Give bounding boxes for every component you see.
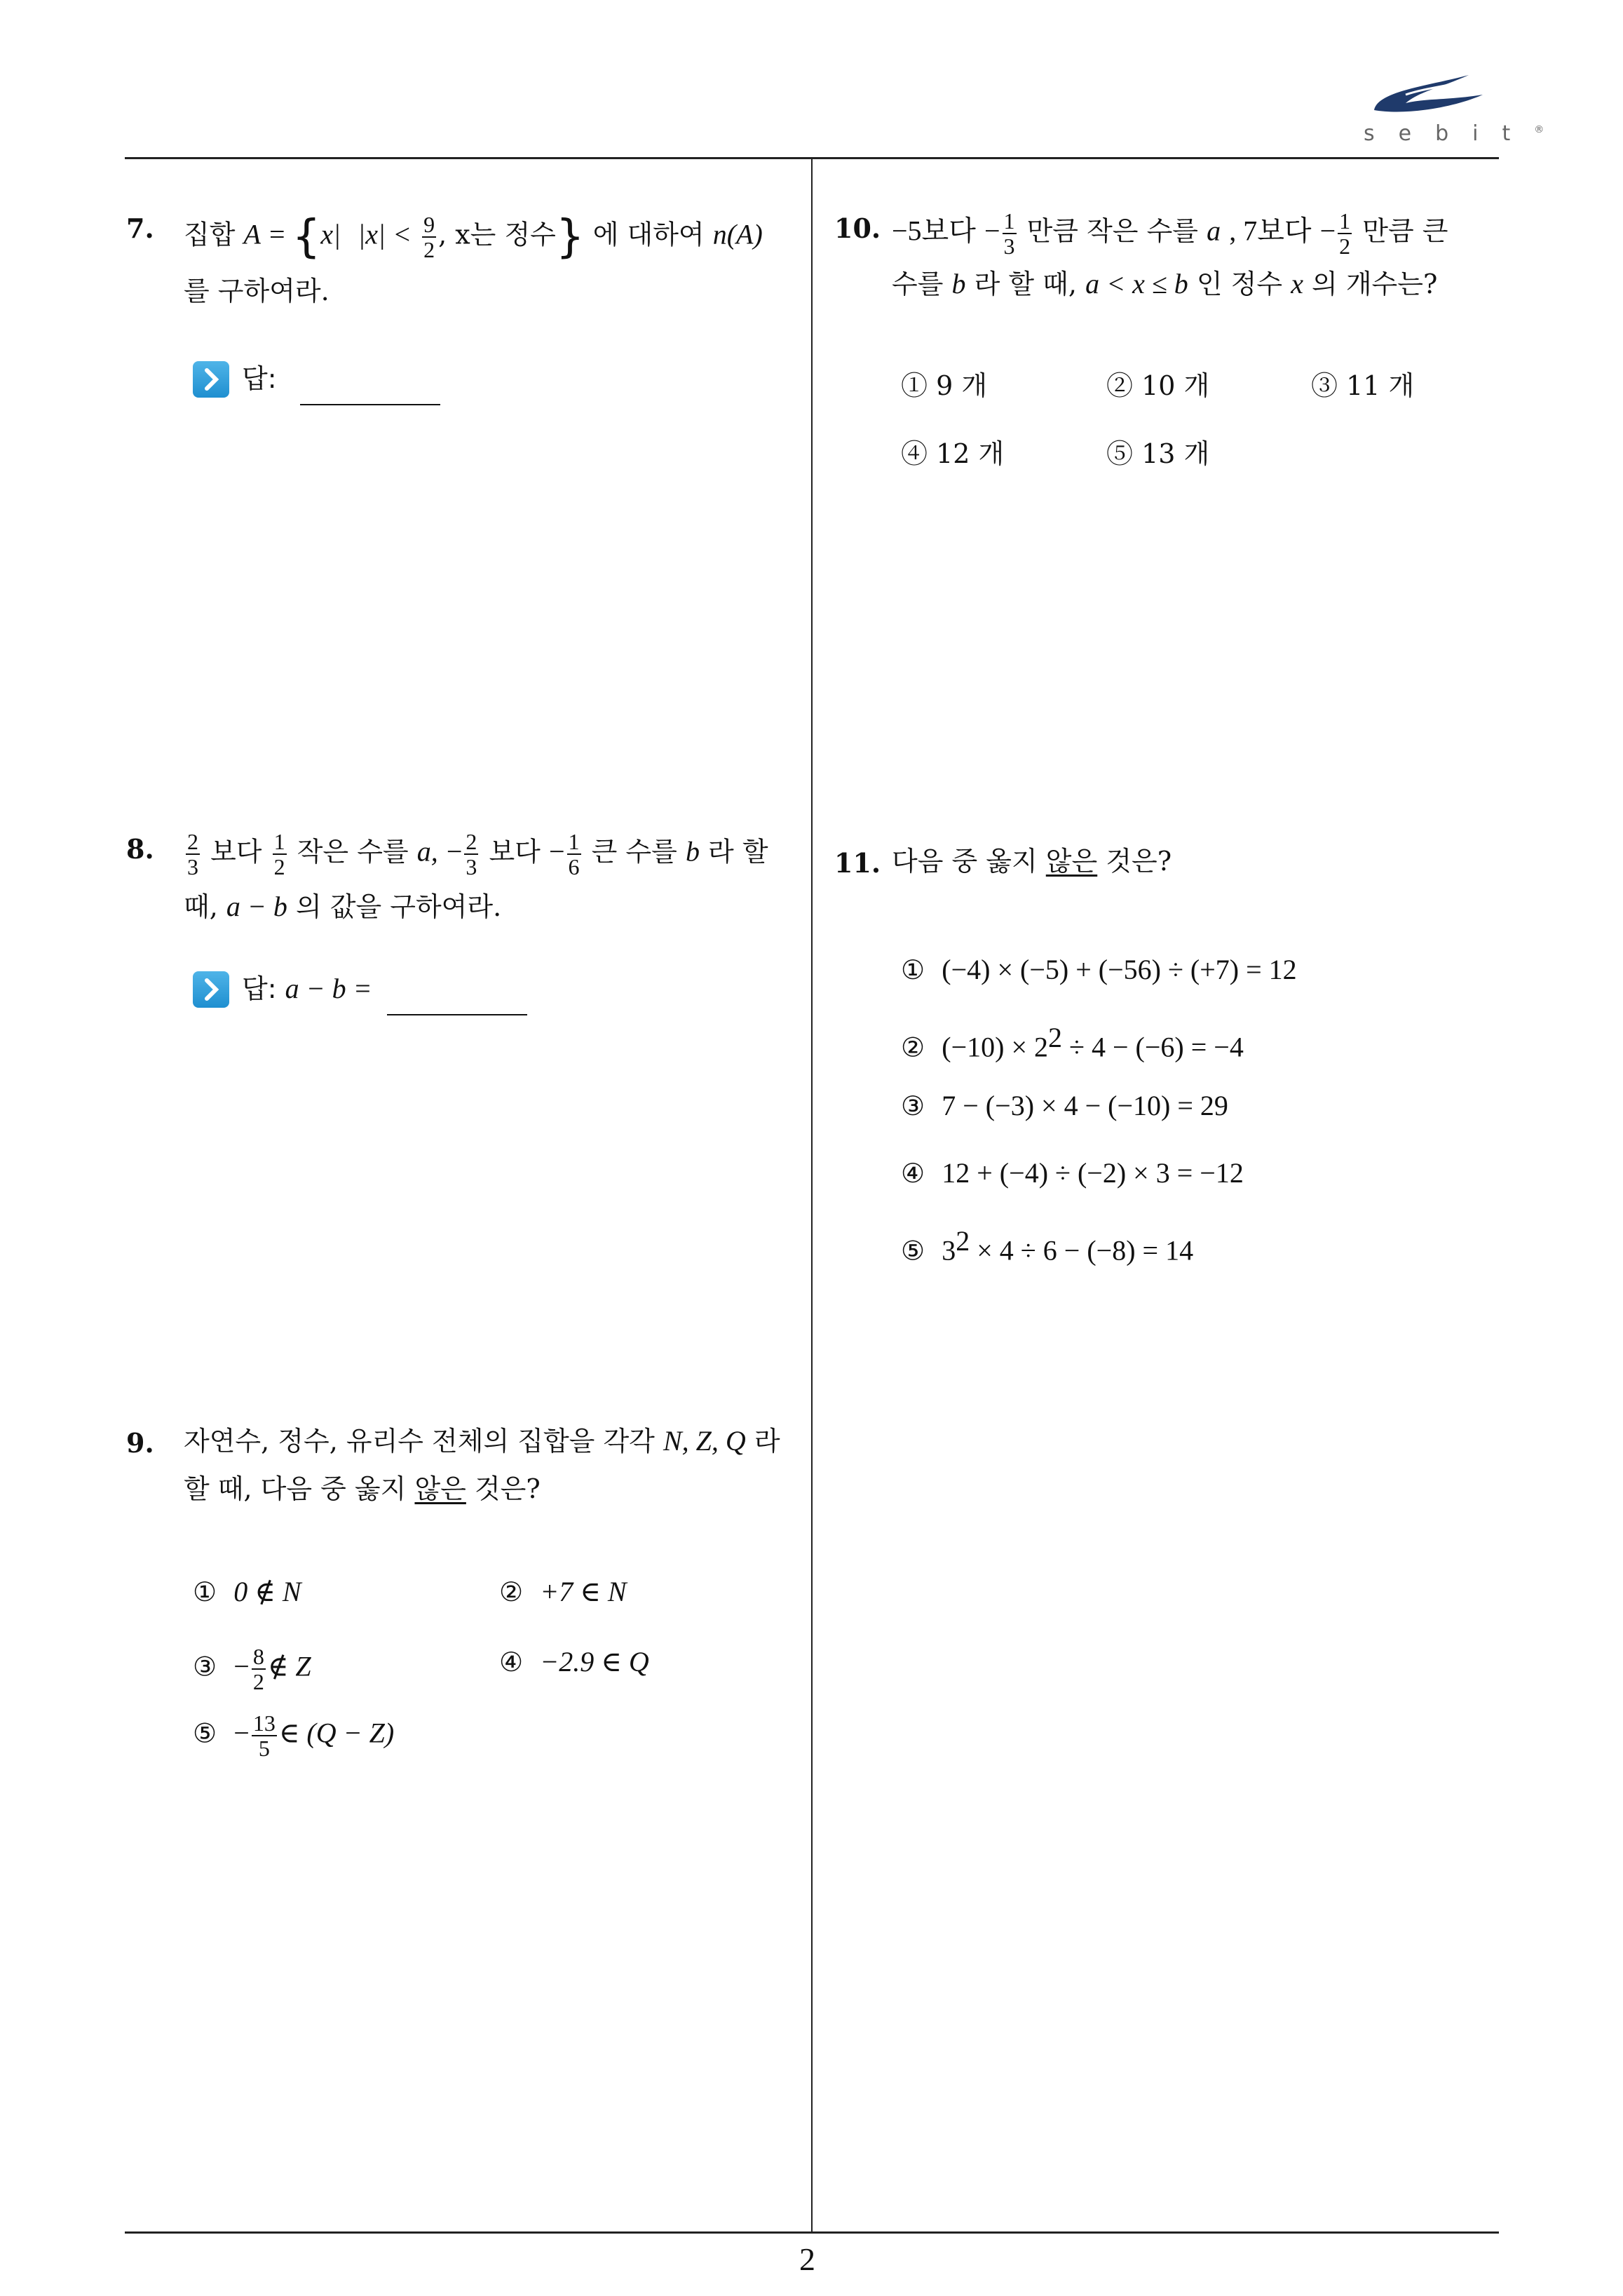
q8-answer-label: 답: a − b = — [242, 973, 372, 1004]
q11-choice-4[interactable]: ④ 12 + (−4) ÷ (−2) × 3 = −12 — [901, 1157, 1244, 1189]
question-10-line1: −5보다 − $\frac{1}{3}$ 만큼 작은 수를 a , 7보다 − $\frac{1}{2}$ 만큼 큰 — [892, 208, 1448, 259]
question-7-number: 7. — [126, 212, 154, 244]
q9-choice-3[interactable]: ③ − $\frac{8}{2}$ ∉ Z — [193, 1644, 311, 1694]
question-10-line2: 수를 b 라 할 때, a < x ≤ b 인 정수 x 의 개수는? — [892, 268, 1438, 299]
q9-choice-4[interactable]: ④ −2.9 ∈ Q — [499, 1646, 649, 1677]
question-9-number: 9. — [126, 1427, 154, 1459]
q7-answer-arrow-icon — [193, 361, 229, 398]
q9-choice-5[interactable]: ⑤ − $\frac{13}{5}$ ∈ (Q − Z) — [193, 1710, 395, 1761]
q10-choice-1[interactable]: ① 9 개 — [901, 370, 988, 401]
column-divider — [811, 158, 813, 2233]
q10-choice-4[interactable]: ④ 12 개 — [901, 438, 1005, 469]
sebit-logo — [1364, 67, 1544, 151]
q11-choice-3[interactable]: ③ 7 − (−3) × 4 − (−10) = 29 — [901, 1090, 1228, 1121]
question-11-line1: 다음 중 옳지 않은 것은? — [892, 846, 1172, 877]
q11-choice-1[interactable]: ① (−4) × (−5) + (−56) ÷ (+7) = 12 — [901, 954, 1297, 985]
logo-text: sebit® — [1364, 121, 1544, 146]
q7-answer-blank[interactable] — [300, 404, 440, 405]
q9-choice-1[interactable]: ① 0 ∉ N — [193, 1576, 301, 1607]
q8-answer-blank[interactable] — [387, 1014, 527, 1015]
q10-choice-2[interactable]: ② 10 개 — [1106, 370, 1210, 401]
question-8-line2: 때, a − b 의 값을 구하여라. — [184, 891, 502, 922]
footer-rule — [125, 2231, 1499, 2234]
q7-answer-label: 답: — [242, 363, 277, 394]
question-8-line1: $\frac{2}{3}$ 보다 $\frac{1}{2}$ 작은 수를 a, − $\frac{2}{3}$ 보다 − $\frac{1}{6}$ 큰 수를 b 라 할 — [187, 829, 768, 879]
question-7-line1: 집합 A = {x| |x| < $\frac{9}{2}$ , x는 정수} 에 대하여 n(A) — [184, 211, 763, 263]
question-8-number: 8. — [126, 833, 154, 865]
q7-fraction: $\frac{9}{2}$ — [423, 212, 435, 262]
q9-choice-2[interactable]: ② +7 ∈ N — [499, 1576, 627, 1607]
question-9-line2: 할 때, 다음 중 옳지 않은 것은? — [184, 1473, 541, 1504]
q10-choice-5[interactable]: ⑤ 13 개 — [1106, 438, 1210, 469]
logo-swoosh-icon — [1364, 67, 1504, 123]
question-11-number: 11. — [834, 847, 881, 879]
page-number: 2 — [799, 2241, 815, 2277]
q11-choice-5[interactable]: ⑤ $3^2 \times 4 \div 6 - (-8) = 14$ — [901, 1225, 1194, 1267]
q10-choice-3[interactable]: ③ 11 개 — [1311, 370, 1415, 401]
q11-choice-2[interactable]: ② $(-10) \times 2^2 \div 4 - (-6) = -4$ — [901, 1022, 1244, 1063]
q8-answer-arrow-icon — [193, 971, 229, 1008]
question-9-line1: 자연수, 정수, 유리수 전체의 집합을 각각 N, Z, Q 라 — [184, 1425, 780, 1457]
question-10-number: 10. — [834, 212, 881, 244]
question-7-line2: 를 구하여라. — [184, 276, 330, 306]
